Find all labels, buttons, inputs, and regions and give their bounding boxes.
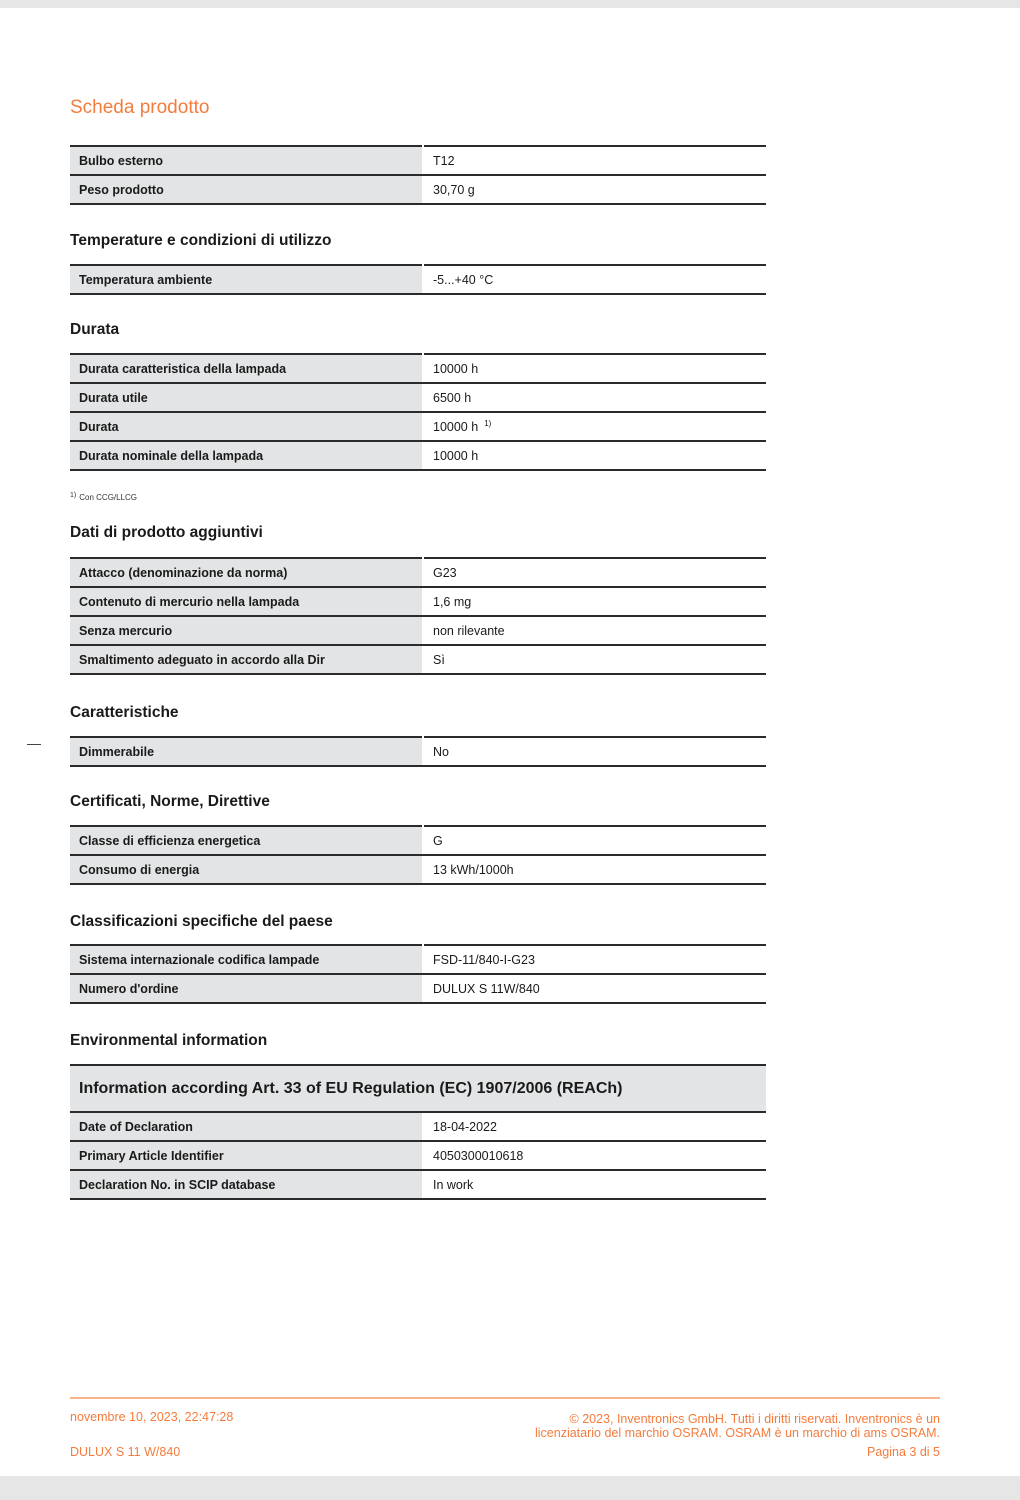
table-row xyxy=(70,383,766,412)
table-row xyxy=(70,441,766,470)
certificates-table xyxy=(70,825,766,885)
footer-rule xyxy=(70,1397,940,1399)
table-banner-row xyxy=(70,1065,766,1112)
row-value: 18-04-2022 xyxy=(423,1112,766,1141)
table-row xyxy=(70,265,766,294)
document-page xyxy=(0,8,1020,1476)
row-value: 30,70 g xyxy=(423,175,766,204)
row-label: Dimmerabile xyxy=(70,737,423,766)
row-label: Contenuto di mercurio nella lampada xyxy=(70,587,423,616)
table-row xyxy=(70,855,766,884)
row-value: DULUX S 11W/840 xyxy=(423,974,766,1003)
environmental-table xyxy=(70,1064,766,1200)
table-row xyxy=(70,412,766,441)
section-heading-features: Caratteristiche xyxy=(70,704,179,721)
row-value: No xyxy=(423,737,766,766)
row-value: G23 xyxy=(423,558,766,587)
table-row xyxy=(70,175,766,204)
row-label: Consumo di energia xyxy=(70,855,423,884)
value-text: 10000 h xyxy=(433,420,479,434)
section-heading-temperature: Temperature e condizioni di utilizzo xyxy=(70,232,332,249)
row-value: 4050300010618 xyxy=(423,1141,766,1170)
section-heading-durata: Durata xyxy=(70,321,120,338)
footer-copyright-line: licenziatario del marchio OSRAM. OSRAM è un marchio di ams OSRAM. xyxy=(535,1426,940,1440)
section-heading-additional: Dati di prodotto aggiuntivi xyxy=(70,524,263,541)
table-row xyxy=(70,974,766,1003)
general-table xyxy=(70,145,766,205)
section-heading-certificates: Certificati, Norme, Direttive xyxy=(70,793,270,810)
row-label: Bulbo esterno xyxy=(70,146,423,175)
row-label: Durata nominale della lampada xyxy=(70,441,423,470)
country-table xyxy=(70,944,766,1004)
table-row xyxy=(70,645,766,674)
table-row xyxy=(70,826,766,855)
table-row xyxy=(70,1141,766,1170)
temperature-table xyxy=(70,264,766,295)
row-label: Durata xyxy=(70,412,423,441)
row-label: Primary Article Identifier xyxy=(70,1141,423,1170)
footnote-ref: 1) xyxy=(484,419,492,428)
footer-copyright-line: © 2023, Inventronics GmbH. Tutti i diritti riservati. Inventronics è un xyxy=(569,1412,940,1426)
row-value: -5...+40 °C xyxy=(423,265,766,294)
row-value: 1,6 mg xyxy=(423,587,766,616)
row-label: Peso prodotto xyxy=(70,175,423,204)
row-label: Declaration No. in SCIP database xyxy=(70,1170,423,1199)
section-heading-country: Classificazioni specifiche del paese xyxy=(70,913,333,930)
row-value: 13 kWh/1000h xyxy=(423,855,766,884)
row-value: 10000 h xyxy=(423,354,766,383)
table-row xyxy=(70,1112,766,1141)
durata-table xyxy=(70,353,766,471)
margin-mark xyxy=(27,744,41,745)
table-row xyxy=(70,945,766,974)
table-row xyxy=(70,354,766,383)
row-label: Date of Declaration xyxy=(70,1112,423,1141)
footnote xyxy=(70,492,137,502)
table-row xyxy=(70,146,766,175)
row-label: Numero d'ordine xyxy=(70,974,423,1003)
row-label: Durata utile xyxy=(70,383,423,412)
document-title: Scheda prodotto xyxy=(70,97,210,118)
table-row xyxy=(70,558,766,587)
row-value: In work xyxy=(423,1170,766,1199)
row-value: Sì xyxy=(423,645,766,674)
table-row xyxy=(70,737,766,766)
features-table xyxy=(70,736,766,767)
row-label: Temperatura ambiente xyxy=(70,265,423,294)
section-heading-environmental: Environmental information xyxy=(70,1032,268,1049)
footer-product: DULUX S 11 W/840 xyxy=(70,1445,181,1459)
footnote-mark: 1) xyxy=(70,492,77,499)
footer-timestamp: novembre 10, 2023, 22:47:28 xyxy=(70,1410,234,1424)
row-value: 6500 h xyxy=(423,383,766,412)
row-label: Classe di efficienza energetica xyxy=(70,826,423,855)
footer-page-number: Pagina 3 di 5 xyxy=(867,1445,940,1459)
row-value: 10000 h xyxy=(423,441,766,470)
table-row xyxy=(70,616,766,645)
reach-banner: Information according Art. 33 of EU Regulation (EC) 1907/2006 (REACh) xyxy=(70,1065,766,1112)
row-label: Senza mercurio xyxy=(70,616,423,645)
additional-table xyxy=(70,557,766,675)
row-value: T12 xyxy=(423,146,766,175)
row-value: G xyxy=(423,826,766,855)
table-row xyxy=(70,1170,766,1199)
row-label: Attacco (denominazione da norma) xyxy=(70,558,423,587)
row-label: Sistema internazionale codifica lampade xyxy=(70,945,423,974)
row-value: non rilevante xyxy=(423,616,766,645)
footer-copyright xyxy=(535,1412,940,1440)
row-label: Smaltimento adeguato in accordo alla Dir xyxy=(70,645,423,674)
table-row xyxy=(70,587,766,616)
footnote-text: Con CCG/LLCG xyxy=(79,493,138,502)
row-value: FSD-11/840-I-G23 xyxy=(423,945,766,974)
row-label: Durata caratteristica della lampada xyxy=(70,354,423,383)
row-value xyxy=(423,412,766,441)
